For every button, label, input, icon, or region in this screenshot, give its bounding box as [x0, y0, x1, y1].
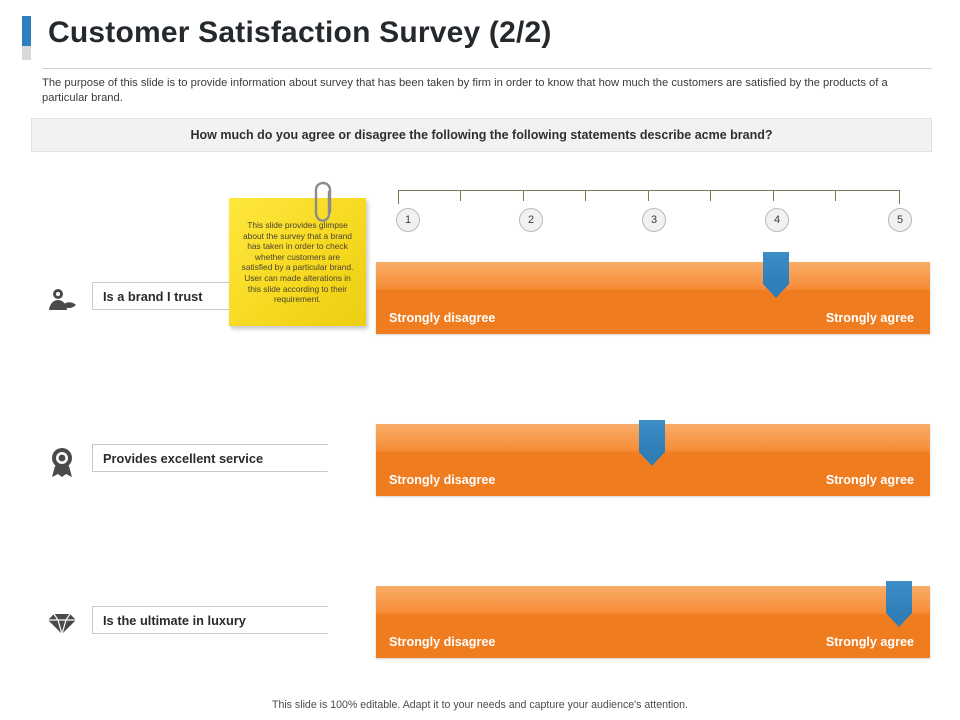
scale-point-label: 5	[896, 214, 904, 226]
scale-line	[398, 190, 900, 191]
scale-point-label: 2	[527, 214, 535, 226]
bar-right-label: Strongly agree	[825, 473, 914, 487]
marker-body	[763, 252, 789, 284]
diamond-icon	[46, 608, 78, 640]
scale-tick	[710, 190, 711, 201]
row-label-text: Provides excellent service	[103, 450, 264, 466]
scale-point-4	[765, 208, 789, 232]
bar-gloss	[376, 586, 930, 613]
rating-marker-excellent-service[interactable]	[639, 420, 665, 466]
sticky-note[interactable]	[229, 198, 366, 326]
row-label-text: Is a brand I trust	[103, 288, 203, 304]
title-accent-bar-secondary	[22, 46, 31, 60]
row-label-brand-trust	[92, 282, 252, 310]
row-label-text: Is the ultimate in luxury	[103, 612, 246, 628]
scale-tick	[585, 190, 586, 201]
sticky-note-text: This slide provides glimpse about the survey that a brand has taken in order to check whether customers are satisfied by a particular brand. User can made alterations in this slide according to their requirement.	[241, 220, 354, 305]
marker-body	[639, 420, 665, 452]
rating-bar-ultimate-luxury[interactable]	[376, 586, 930, 658]
marker-tip	[886, 613, 912, 627]
scale-point-2	[519, 208, 543, 232]
paperclip-icon	[311, 180, 337, 224]
scale-tick	[398, 190, 399, 204]
marker-tip	[763, 284, 789, 298]
marker-tip	[639, 452, 665, 466]
scale-point-label: 1	[404, 214, 412, 226]
scale-point-label: 4	[773, 214, 781, 226]
question-text: How much do you agree or disagree the following the following statements describe acme brand?	[190, 128, 773, 142]
rating-bar-brand-trust[interactable]	[376, 262, 930, 334]
customer-care-icon	[46, 284, 78, 316]
intro-paragraph: The purpose of this slide is to provide information about survey that has been taken by firm in order to know that how much the customers are satisfied by the products of a particular brand.	[42, 77, 888, 104]
bar-left-label: Strongly disagree	[389, 473, 496, 487]
scale-point-5	[888, 208, 912, 232]
title-divider	[42, 68, 932, 69]
rating-marker-ultimate-luxury[interactable]	[886, 581, 912, 627]
scale-point-label: 3	[650, 214, 658, 226]
scale-point-3	[642, 208, 666, 232]
bar-left-label: Strongly disagree	[389, 635, 496, 649]
scale-tick	[773, 190, 774, 201]
row-label-ultimate-luxury	[92, 606, 328, 634]
row-label-excellent-service	[92, 444, 328, 472]
bar-right-label: Strongly agree	[825, 635, 914, 649]
bar-right-label: Strongly agree	[825, 311, 914, 325]
scale-tick	[648, 190, 649, 201]
award-ribbon-icon	[46, 446, 78, 478]
scale-tick	[835, 190, 836, 201]
rating-marker-brand-trust[interactable]	[763, 252, 789, 298]
question-banner	[31, 118, 932, 152]
page-title: Customer Satisfaction Survey (2/2)	[48, 16, 552, 49]
bar-gloss	[376, 262, 930, 289]
scale-tick	[523, 190, 524, 201]
bar-left-label: Strongly disagree	[389, 311, 496, 325]
marker-body	[886, 581, 912, 613]
footer-note: This slide is 100% editable. Adapt it to your needs and capture your audience's attention.	[271, 699, 689, 711]
scale-tick	[460, 190, 461, 201]
scale-tick	[899, 190, 900, 204]
scale-point-1	[396, 208, 420, 232]
